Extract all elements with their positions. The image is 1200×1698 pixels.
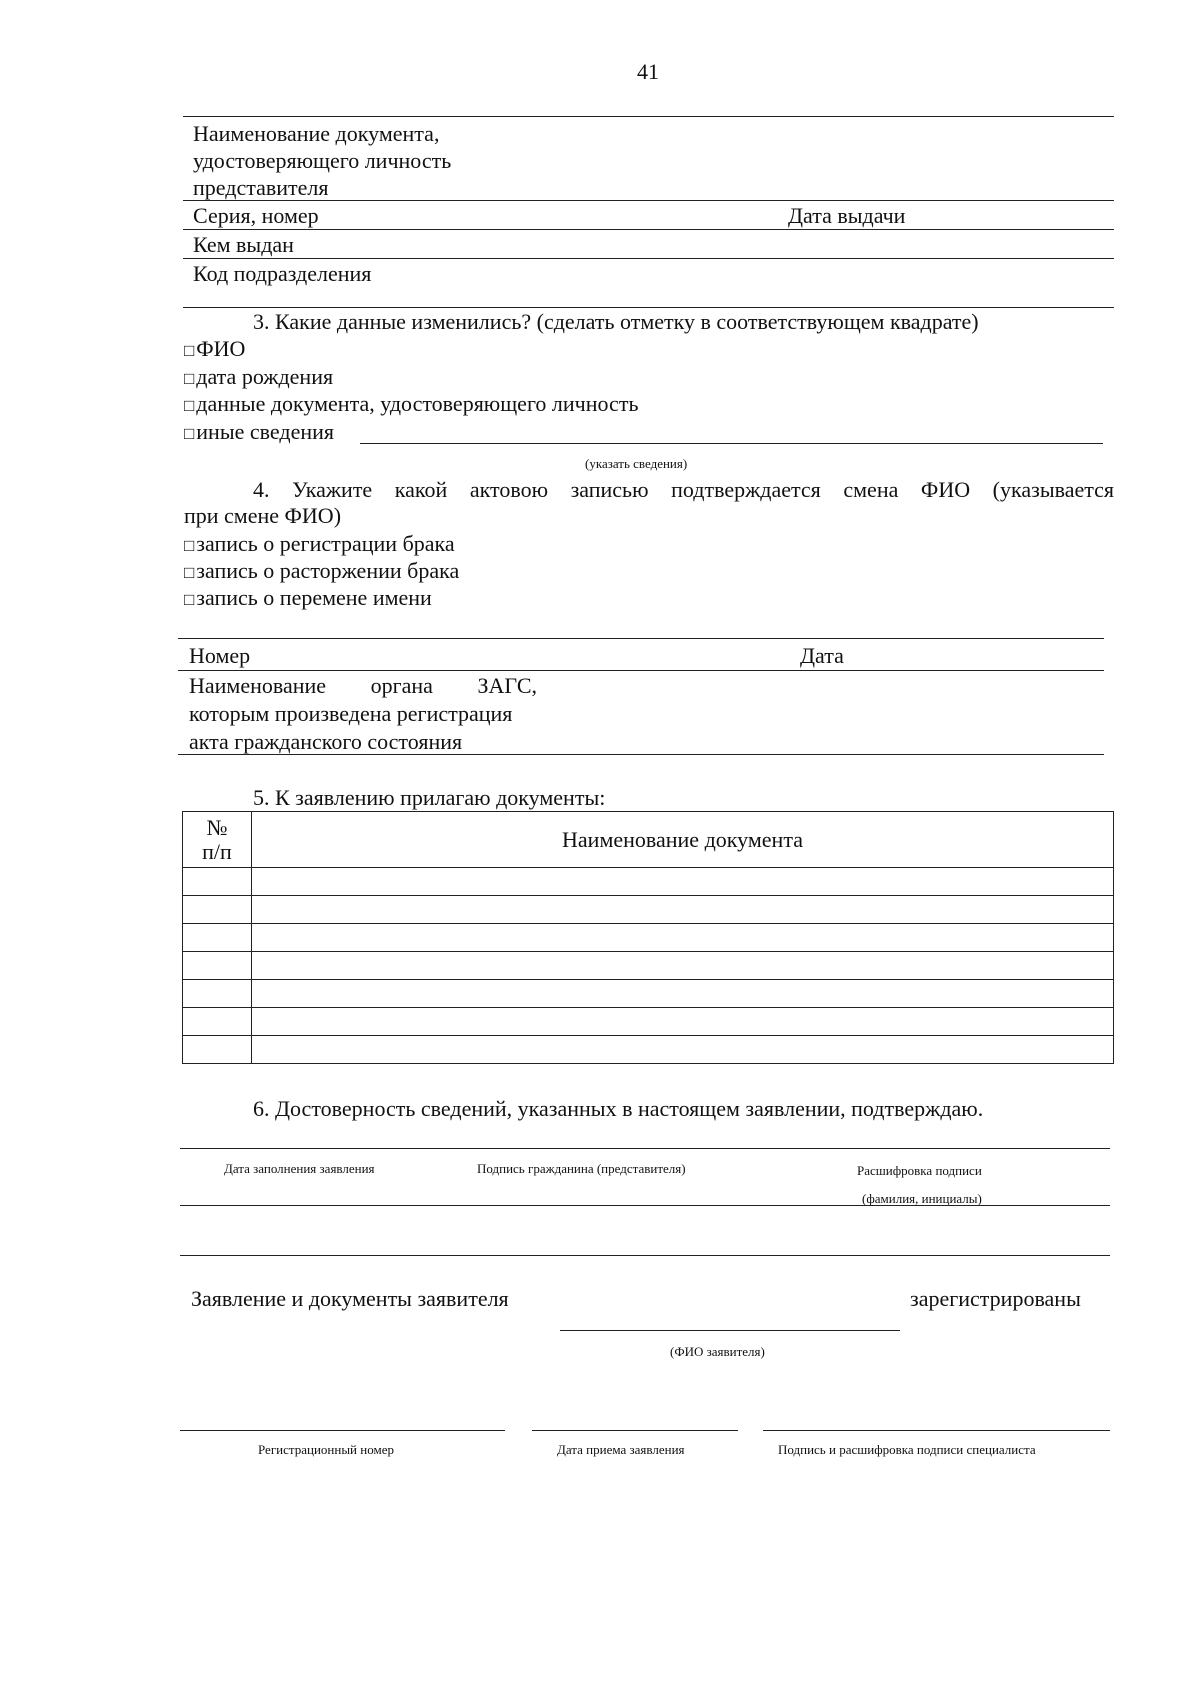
option-other xyxy=(184,419,334,447)
zags-label-line2: которым произведена регистрация xyxy=(189,701,513,726)
page-number: 41 xyxy=(637,59,659,84)
doc-name-label-line2: удостоверяющего личность xyxy=(193,148,452,173)
row-number-cell[interactable] xyxy=(183,896,252,924)
row-number-cell[interactable] xyxy=(183,1008,252,1036)
section5-heading: 5. К заявлению прилагаю документы: xyxy=(253,785,606,810)
issued-by-field[interactable] xyxy=(183,258,1114,259)
row-number-cell[interactable] xyxy=(183,980,252,1008)
section3-heading: 3. Какие данные изменились? (сделать отметку в соответствующем квадрате) xyxy=(253,309,979,334)
table-row xyxy=(183,1036,1114,1064)
issued-by-label: Кем выдан xyxy=(193,232,294,257)
checkbox-id-document[interactable]: □ xyxy=(184,396,195,415)
series-number-field[interactable] xyxy=(183,229,1114,230)
reg-number-caption: Регистрационный номер xyxy=(258,1442,394,1457)
option-divorce xyxy=(184,558,459,586)
row-name-cell[interactable] xyxy=(252,980,1114,1008)
row-name-cell[interactable] xyxy=(252,952,1114,980)
row-number-cell[interactable] xyxy=(183,924,252,952)
record-number-field[interactable] xyxy=(178,670,1104,671)
section6-statement: 6. Достоверность сведений, указанных в настоящем заявлении, подтверждаю. xyxy=(253,1096,984,1121)
option-marriage xyxy=(184,531,455,559)
section4-heading-line2: при смене ФИО) xyxy=(184,503,342,528)
table-row xyxy=(183,924,1114,952)
checkbox-birth-date[interactable]: □ xyxy=(184,369,195,388)
option-name-change xyxy=(184,585,432,613)
division-code-field[interactable] xyxy=(183,307,1114,308)
option-label: дата рождения xyxy=(196,364,334,389)
other-info-field[interactable] xyxy=(360,443,1103,444)
table-row xyxy=(183,896,1114,924)
option-label: данные документа, удостоверяющего личность xyxy=(196,391,639,416)
row-number-cell[interactable] xyxy=(183,868,252,896)
section4-heading-line1: 4. Укажите какой актовою записью подтверждается смена ФИО (указывается xyxy=(253,477,1114,502)
issue-date-label: Дата выдачи xyxy=(788,203,906,228)
table-row xyxy=(183,980,1114,1008)
table-row xyxy=(183,1008,1114,1036)
transcript-caption-line1: Расшифровка подписи xyxy=(857,1163,982,1178)
option-label: ФИО xyxy=(196,336,246,361)
transcript-caption-line2: (фамилия, инициалы) xyxy=(862,1191,982,1206)
option-label: иные сведения xyxy=(196,419,334,444)
specialist-signature-field[interactable] xyxy=(763,1430,1110,1431)
col-name-header: Наименование документа xyxy=(252,812,1114,868)
fill-date-caption: Дата заполнения заявления xyxy=(224,1161,375,1176)
checkbox-fio[interactable]: □ xyxy=(184,341,195,360)
option-label: запись о расторжении брака xyxy=(196,558,460,583)
option-fio xyxy=(184,336,245,364)
table-row xyxy=(183,868,1114,896)
option-label: запись о регистрации брака xyxy=(196,531,455,556)
attached-documents-table xyxy=(182,811,1114,1064)
rule xyxy=(183,200,1114,201)
zags-label-line3: акта гражданского состояния xyxy=(189,729,463,754)
row-name-cell[interactable] xyxy=(252,1008,1114,1036)
option-id-document xyxy=(184,391,638,419)
option-birth-date xyxy=(184,364,333,392)
doc-name-label-line1: Наименование документа, xyxy=(193,121,440,146)
record-date-label: Дата xyxy=(800,643,844,668)
signature-caption: Подпись гражданина (представителя) xyxy=(477,1161,686,1176)
zags-label-line1: Наименование органа ЗАГС, xyxy=(189,673,537,698)
table-row xyxy=(183,952,1114,980)
applicant-caption: (ФИО заявителя) xyxy=(670,1344,765,1359)
checkbox-name-change[interactable]: □ xyxy=(184,590,195,609)
division-code-label: Код подразделения xyxy=(193,261,372,286)
rule xyxy=(183,116,1114,117)
checkbox-divorce[interactable]: □ xyxy=(184,563,195,582)
rule xyxy=(180,1255,1110,1256)
reg-number-field[interactable] xyxy=(180,1430,505,1431)
checkbox-marriage[interactable]: □ xyxy=(184,536,195,555)
specialist-caption: Подпись и расшифровка подписи специалиста xyxy=(778,1442,1036,1457)
row-name-cell[interactable] xyxy=(252,868,1114,896)
table-header-row xyxy=(183,812,1114,868)
record-number-label: Номер xyxy=(189,643,251,668)
row-name-cell[interactable] xyxy=(252,924,1114,952)
doc-name-label-line3: представителя xyxy=(193,175,329,200)
rule xyxy=(180,1205,1110,1206)
zags-name-field[interactable] xyxy=(178,754,1104,755)
signature-row-top-rule[interactable] xyxy=(180,1148,1110,1149)
registration-text-left: Заявление и документы заявителя xyxy=(191,1286,509,1311)
row-number-cell[interactable] xyxy=(183,1036,252,1064)
checkbox-other[interactable]: □ xyxy=(184,424,195,443)
row-name-cell[interactable] xyxy=(252,896,1114,924)
receive-date-caption: Дата приема заявления xyxy=(557,1442,685,1457)
receive-date-field[interactable] xyxy=(532,1430,738,1431)
row-name-cell[interactable] xyxy=(252,1036,1114,1064)
registration-text-right: зарегистрированы xyxy=(910,1286,1081,1311)
applicant-name-field[interactable] xyxy=(560,1330,900,1331)
row-number-cell[interactable] xyxy=(183,952,252,980)
col-number-header: № п/п xyxy=(183,812,252,868)
rule xyxy=(178,638,1104,639)
other-info-hint: (указать сведения) xyxy=(585,456,688,471)
option-label: запись о перемене имени xyxy=(196,585,432,610)
series-number-label: Серия, номер xyxy=(193,203,319,228)
